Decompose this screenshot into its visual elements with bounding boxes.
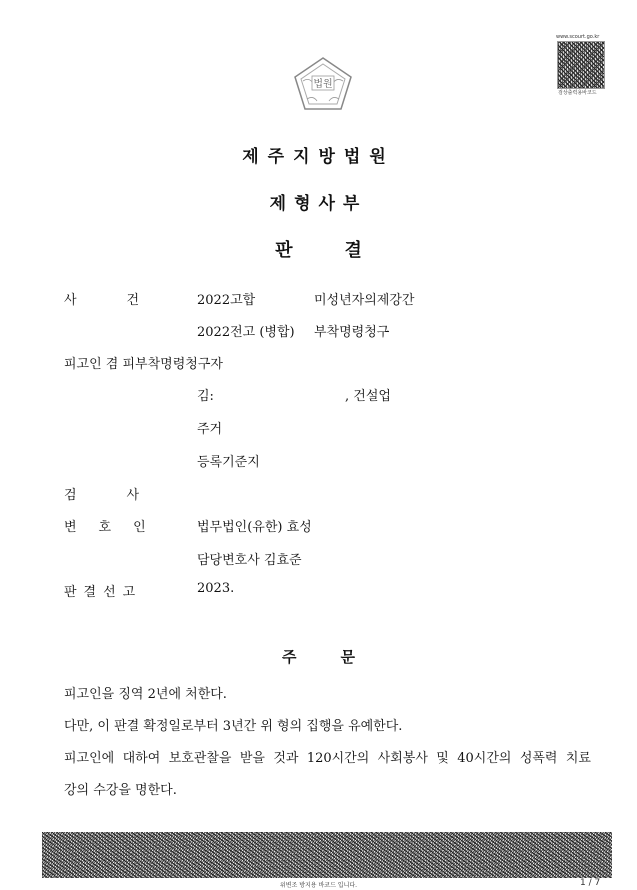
barcode-note: 위변조 방지용 바코드 입니다. <box>279 882 358 889</box>
judgment-date-label: 판결선고 <box>64 585 143 600</box>
residence-label: 주거 <box>197 422 223 437</box>
qr-caption: 검상출력용바코드 <box>558 90 597 96</box>
order-line-1: 피고인을 징역 2년에 처한다. <box>64 687 227 702</box>
prosecutor-label: 검사 <box>64 488 190 503</box>
case-name-1: 미성년자의제강간 <box>314 293 415 308</box>
counsel-label: 변호인 <box>64 520 168 535</box>
order-line-4: 강의 수강을 명한다. <box>64 783 177 798</box>
order-title: 주문 <box>282 648 399 666</box>
registry-label: 등록기준지 <box>197 455 260 470</box>
case-number-1: 2022고합 <box>197 293 256 308</box>
counsel-attorney: 담당변호사 김효준 <box>197 553 302 568</box>
counsel-firm: 법무법인(유한) 효성 <box>197 520 312 535</box>
defendant-label: 피고인 겸 피부착명령청구자 <box>64 357 223 372</box>
defendant-name: 김: <box>197 389 214 404</box>
judgment-date: 2023. <box>197 581 235 596</box>
defendant-occupation: , 건설업 <box>345 389 391 404</box>
anti-forgery-barcode <box>42 832 612 878</box>
case-label: 사건 <box>64 293 190 308</box>
order-line-3: 피고인에 대하여 보호관찰을 받을 것과 120시간의 사회봉사 및 40시간의 성폭력 치료 <box>64 751 591 766</box>
case-name-2: 부착명령청구 <box>314 325 390 340</box>
court-name: 제주지방법원 <box>242 147 395 167</box>
verification-qr-code <box>557 41 605 89</box>
page-number: 1 / 7 <box>580 878 601 888</box>
document-title: 판결 <box>275 240 414 261</box>
case-number-2: 2022전고 (병합) <box>197 325 295 340</box>
verify-url: www.scourt.go.kr <box>556 34 600 40</box>
court-seal-icon <box>291 55 355 113</box>
order-line-2: 다만, 이 판결 확정일로부터 3년간 위 형의 집행을 유예한다. <box>64 719 403 734</box>
seal-text: 법원 <box>313 79 333 90</box>
division-name: 제형사부 <box>269 194 368 214</box>
